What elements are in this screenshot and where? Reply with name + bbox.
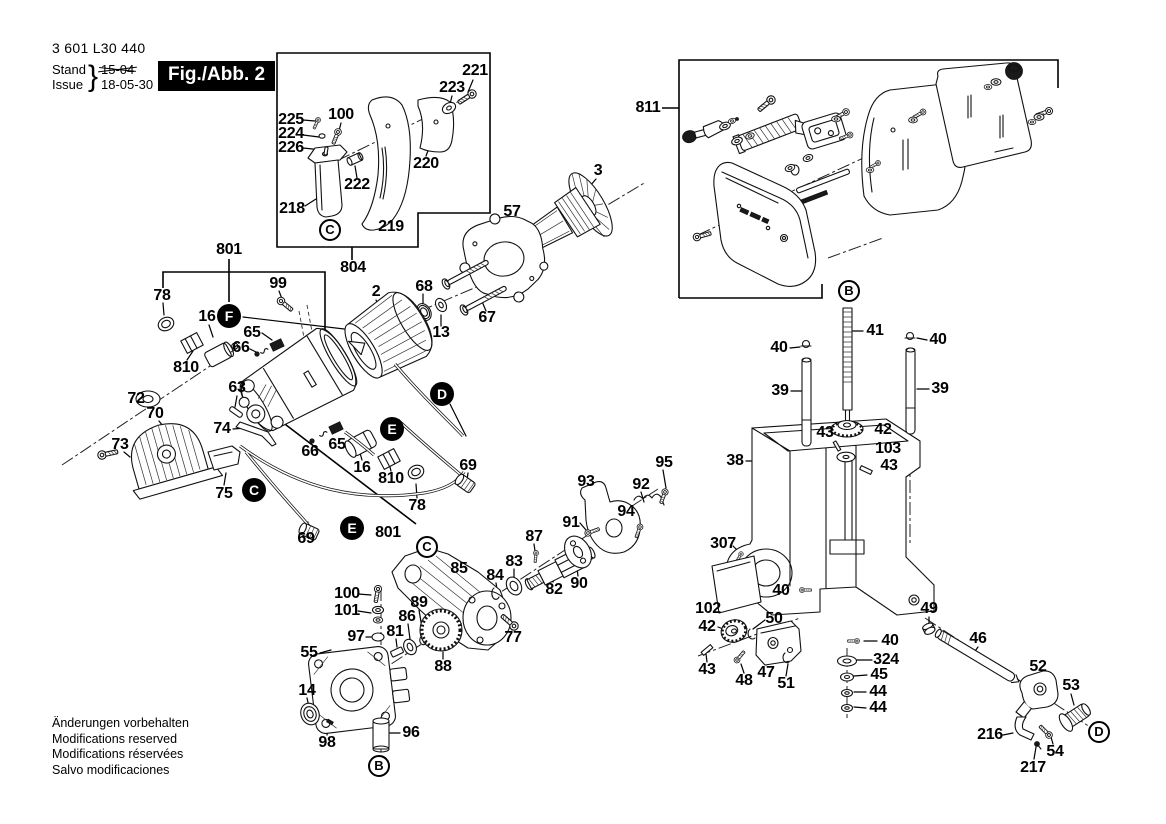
part-callout-78: 78 [153, 287, 171, 304]
part-callout-42: 42 [698, 618, 716, 635]
part-callout-70: 70 [146, 405, 164, 422]
assembly-marker-C: C [242, 478, 266, 502]
part-callout-53: 53 [1062, 677, 1080, 694]
part-callout-219: 219 [378, 218, 404, 235]
figure-label: Fig./Abb. 2 [158, 61, 275, 91]
part-callout-14: 14 [298, 682, 316, 699]
part-callout-69: 69 [459, 457, 477, 474]
part-callout-40: 40 [881, 632, 899, 649]
part-callout-3: 3 [593, 162, 603, 179]
assembly-marker-E: E [380, 417, 404, 441]
part-callout-63: 63 [228, 379, 246, 396]
part-callout-75: 75 [215, 485, 233, 502]
part-callout-801: 801 [375, 524, 401, 541]
revision-brace: } [87, 60, 99, 93]
assembly-marker-E: E [340, 516, 364, 540]
part-callout-47: 47 [757, 664, 775, 681]
part-callout-97: 97 [347, 628, 365, 645]
part-callout-217: 217 [1020, 759, 1046, 776]
part-callout-83: 83 [505, 553, 523, 570]
part-callout-804: 804 [340, 259, 366, 276]
part-callout-66: 66 [232, 339, 250, 356]
part-callout-43: 43 [698, 661, 716, 678]
assembly-marker-B: B [368, 755, 390, 777]
part-callout-89: 89 [410, 594, 428, 611]
part-callout-324: 324 [873, 651, 899, 668]
part-callout-220: 220 [413, 155, 439, 172]
assembly-marker-B: B [838, 280, 860, 302]
part-art-fence-group [681, 63, 1054, 287]
part-callout-54: 54 [1046, 743, 1064, 760]
part-callout-78: 78 [408, 497, 426, 514]
footer-notice [52, 716, 189, 778]
part-callout-72: 72 [127, 390, 145, 407]
part-callout-55: 55 [300, 644, 318, 661]
part-callout-226: 226 [278, 139, 304, 156]
part-callout-96: 96 [402, 724, 420, 741]
part-callout-801: 801 [216, 241, 242, 258]
part-callout-68: 68 [415, 278, 433, 295]
part-callout-43: 43 [816, 424, 834, 441]
part-callout-307: 307 [710, 535, 736, 552]
part-callout-51: 51 [777, 675, 795, 692]
part-callout-50: 50 [765, 610, 783, 627]
part-callout-92: 92 [632, 476, 650, 493]
part-callout-46: 46 [969, 630, 987, 647]
part-callout-100: 100 [334, 585, 360, 602]
part-callout-101: 101 [334, 602, 360, 619]
part-callout-13: 13 [432, 324, 450, 341]
part-callout-77: 77 [504, 629, 522, 646]
part-callout-57: 57 [503, 203, 521, 220]
assembly-marker-D: D [1088, 721, 1110, 743]
part-callout-2: 2 [371, 283, 381, 300]
part-callout-87: 87 [525, 528, 543, 545]
revision-block [52, 62, 153, 92]
part-callout-16: 16 [353, 459, 371, 476]
part-callout-16: 16 [198, 308, 216, 325]
part-callout-66: 66 [301, 443, 319, 460]
part-callout-810: 810 [173, 359, 199, 376]
footer-line-es: Salvo modificaciones [52, 762, 170, 777]
part-callout-38: 38 [726, 452, 744, 469]
part-callout-81: 81 [386, 623, 404, 640]
part-callout-40: 40 [772, 582, 790, 599]
part-callout-45: 45 [870, 666, 888, 683]
part-callout-48: 48 [735, 672, 753, 689]
part-callout-44: 44 [869, 683, 887, 700]
part-callout-221: 221 [462, 62, 488, 79]
part-callout-218: 218 [279, 200, 305, 217]
part-callout-41: 41 [866, 322, 884, 339]
part-callout-216: 216 [977, 726, 1003, 743]
footer-line-fr: Modifications réservées [52, 747, 184, 761]
assembly-marker-F: F [217, 304, 241, 328]
title-block [52, 40, 153, 92]
part-callout-88: 88 [434, 658, 452, 675]
part-callout-65: 65 [243, 324, 261, 341]
part-callout-40: 40 [929, 331, 947, 348]
part-callout-223: 223 [439, 79, 465, 96]
part-callout-52: 52 [1029, 658, 1047, 675]
part-callout-95: 95 [655, 454, 673, 471]
part-callout-39: 39 [931, 380, 949, 397]
part-callout-811: 811 [635, 99, 661, 116]
part-callout-84: 84 [486, 567, 504, 584]
issue-label: Issue [52, 77, 84, 92]
part-callout-86: 86 [398, 608, 416, 625]
part-callout-40: 40 [770, 339, 788, 356]
part-callout-102: 102 [695, 600, 721, 617]
part-callout-82: 82 [545, 581, 563, 598]
type-number: 3 601 L30 440 [52, 40, 146, 56]
part-callout-90: 90 [570, 575, 588, 592]
part-art-base-housing [726, 308, 934, 615]
part-callout-49: 49 [920, 600, 938, 617]
part-callout-100: 100 [328, 106, 354, 123]
part-callout-73: 73 [111, 436, 129, 453]
part-callout-94: 94 [617, 503, 635, 520]
part-callout-103: 103 [875, 440, 901, 457]
part-callout-93: 93 [577, 473, 595, 490]
part-callout-91: 91 [562, 514, 580, 531]
part-callout-65: 65 [328, 436, 346, 453]
part-callout-74: 74 [213, 420, 231, 437]
part-callout-98: 98 [318, 734, 336, 751]
part-callout-225: 225 [278, 111, 304, 128]
part-callout-99: 99 [269, 275, 287, 292]
part-callout-810: 810 [378, 470, 404, 487]
issue-date: 18-05-30 [101, 77, 154, 92]
part-art-fan-cover [118, 412, 223, 500]
assembly-marker-C: C [416, 536, 438, 558]
assembly-marker-D: D [430, 382, 454, 406]
stand-label: Stand [52, 62, 86, 77]
part-callout-85: 85 [450, 560, 468, 577]
footer-line-en: Modifications reserved [52, 731, 178, 746]
part-callout-222: 222 [344, 176, 370, 193]
part-callout-224: 224 [278, 125, 304, 142]
part-callout-67: 67 [478, 309, 496, 326]
part-callout-69: 69 [297, 530, 315, 547]
old-date: 15-04 [101, 62, 135, 77]
assembly-marker-C: C [319, 219, 341, 241]
part-callout-43: 43 [880, 457, 898, 474]
footer-line-de: Änderungen vorbehalten [52, 716, 189, 730]
part-callout-39: 39 [771, 382, 789, 399]
part-callout-42: 42 [874, 421, 892, 438]
part-callout-44: 44 [869, 699, 887, 716]
